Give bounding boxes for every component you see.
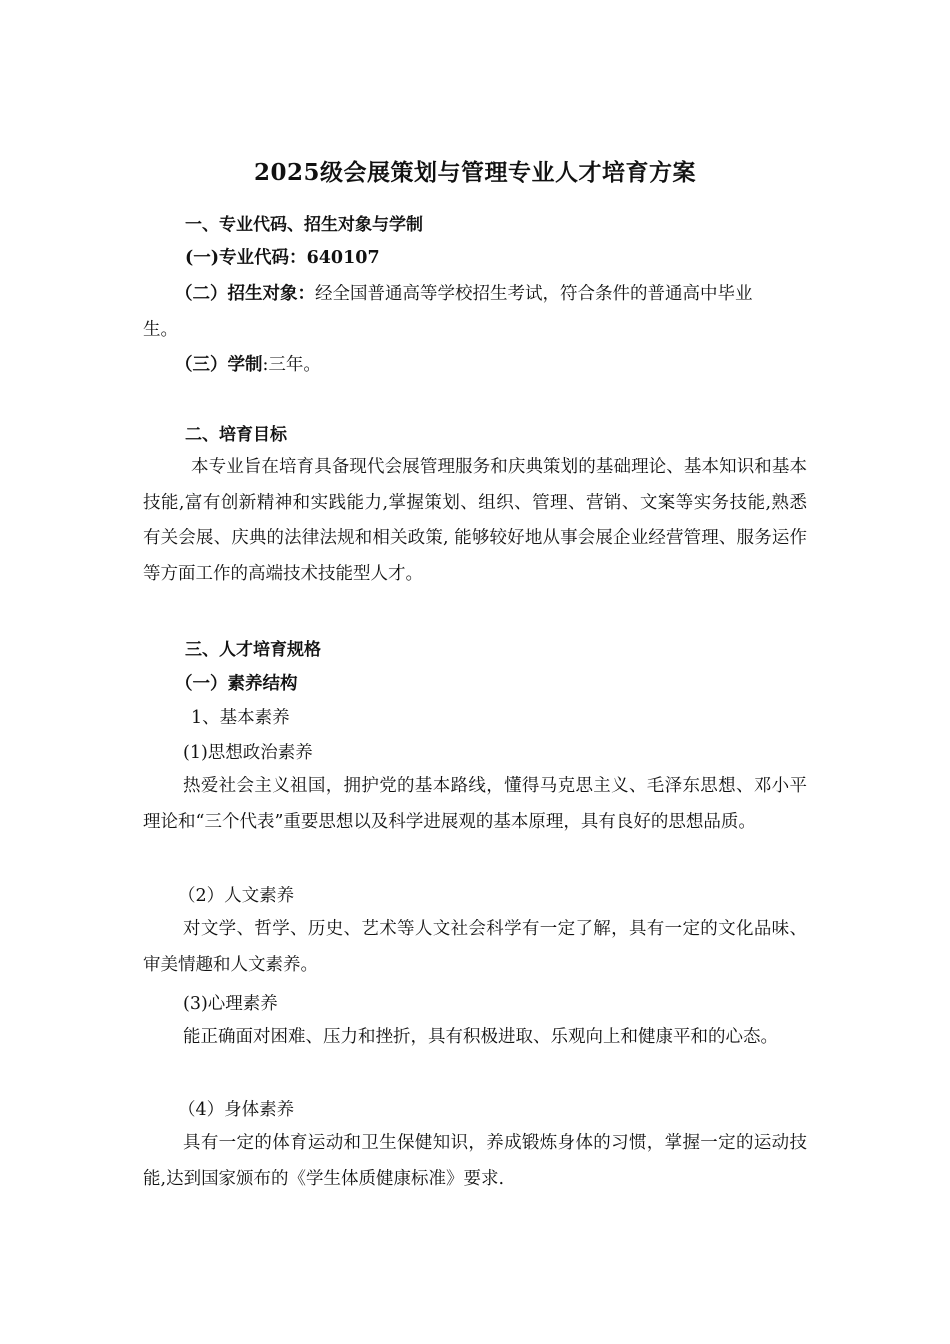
physical-quality-paragraph: 具有一定的体育运动和卫生保健知识，养成锻炼身体的习惯，掌握一定的运动技能,达到国家颁布的《学生体质健康标准》要求. xyxy=(143,1133,807,1189)
study-length-label: （三）学制 xyxy=(175,355,263,375)
document-title: 2025级会展策划与管理专业人才培育方案 xyxy=(253,159,696,186)
section-2-heading: 二、培育目标 xyxy=(185,425,287,445)
psychological-quality-title: (3)心理素养 xyxy=(183,994,278,1014)
study-length-line xyxy=(175,351,321,379)
major-code-label: (一)专业代码： xyxy=(185,248,307,268)
basic-quality-item: 1、基本素养 xyxy=(191,708,290,728)
political-quality-title: (1)思想政治素养 xyxy=(183,743,313,763)
study-length-text: :三年。 xyxy=(262,355,321,375)
humanities-quality-paragraph: 对文学、哲学、历史、艺术等人文社会科学有一定了解，具有一定的文化品味、审美情趣和人文素养。 xyxy=(143,919,807,975)
enrollment-target-line xyxy=(175,280,753,308)
enrollment-target-continuation: 生。 xyxy=(143,320,178,340)
humanities-quality-title: （2）人文素养 xyxy=(178,886,295,906)
quality-structure-subheading: （一）素养结构 xyxy=(175,674,298,694)
political-quality-paragraph: 热爱社会主义祖国，拥护党的基本路线，懂得马克思主义、毛泽东思想、邓小平理论和“三个代表”重要思想以及科学进展观的基本原理，具有良好的思想品质。 xyxy=(143,776,807,832)
physical-quality-title: （4）身体素养 xyxy=(178,1100,295,1120)
section-3-heading: 三、人才培育规格 xyxy=(185,640,321,660)
major-code-line xyxy=(185,244,380,272)
training-goal-paragraph: 本专业旨在培育具备现代会展管理服务和庆典策划的基础理论、基本知识和基本技能,富有创新精神和实践能力,掌握策划、组织、管理、营销、文案等实务技能,熟悉有关会展、庆典的法律法规和相关政策, 能够较好地从事会展企业经营管理、服务运作等方面工作的高端技术技能型人才。 xyxy=(143,457,807,584)
major-code-value: 640107 xyxy=(306,248,380,268)
psychological-quality-paragraph: 能正确面对困难、压力和挫折，具有积极进取、乐观向上和健康平和的心态。 xyxy=(183,1027,778,1047)
section-1-heading: 一、专业代码、招生对象与学制 xyxy=(185,215,423,235)
enrollment-target-label: （二）招生对象： xyxy=(175,284,315,304)
enrollment-target-text: 经全国普通高等学校招生考试，符合条件的普通高中毕业 xyxy=(315,284,753,304)
